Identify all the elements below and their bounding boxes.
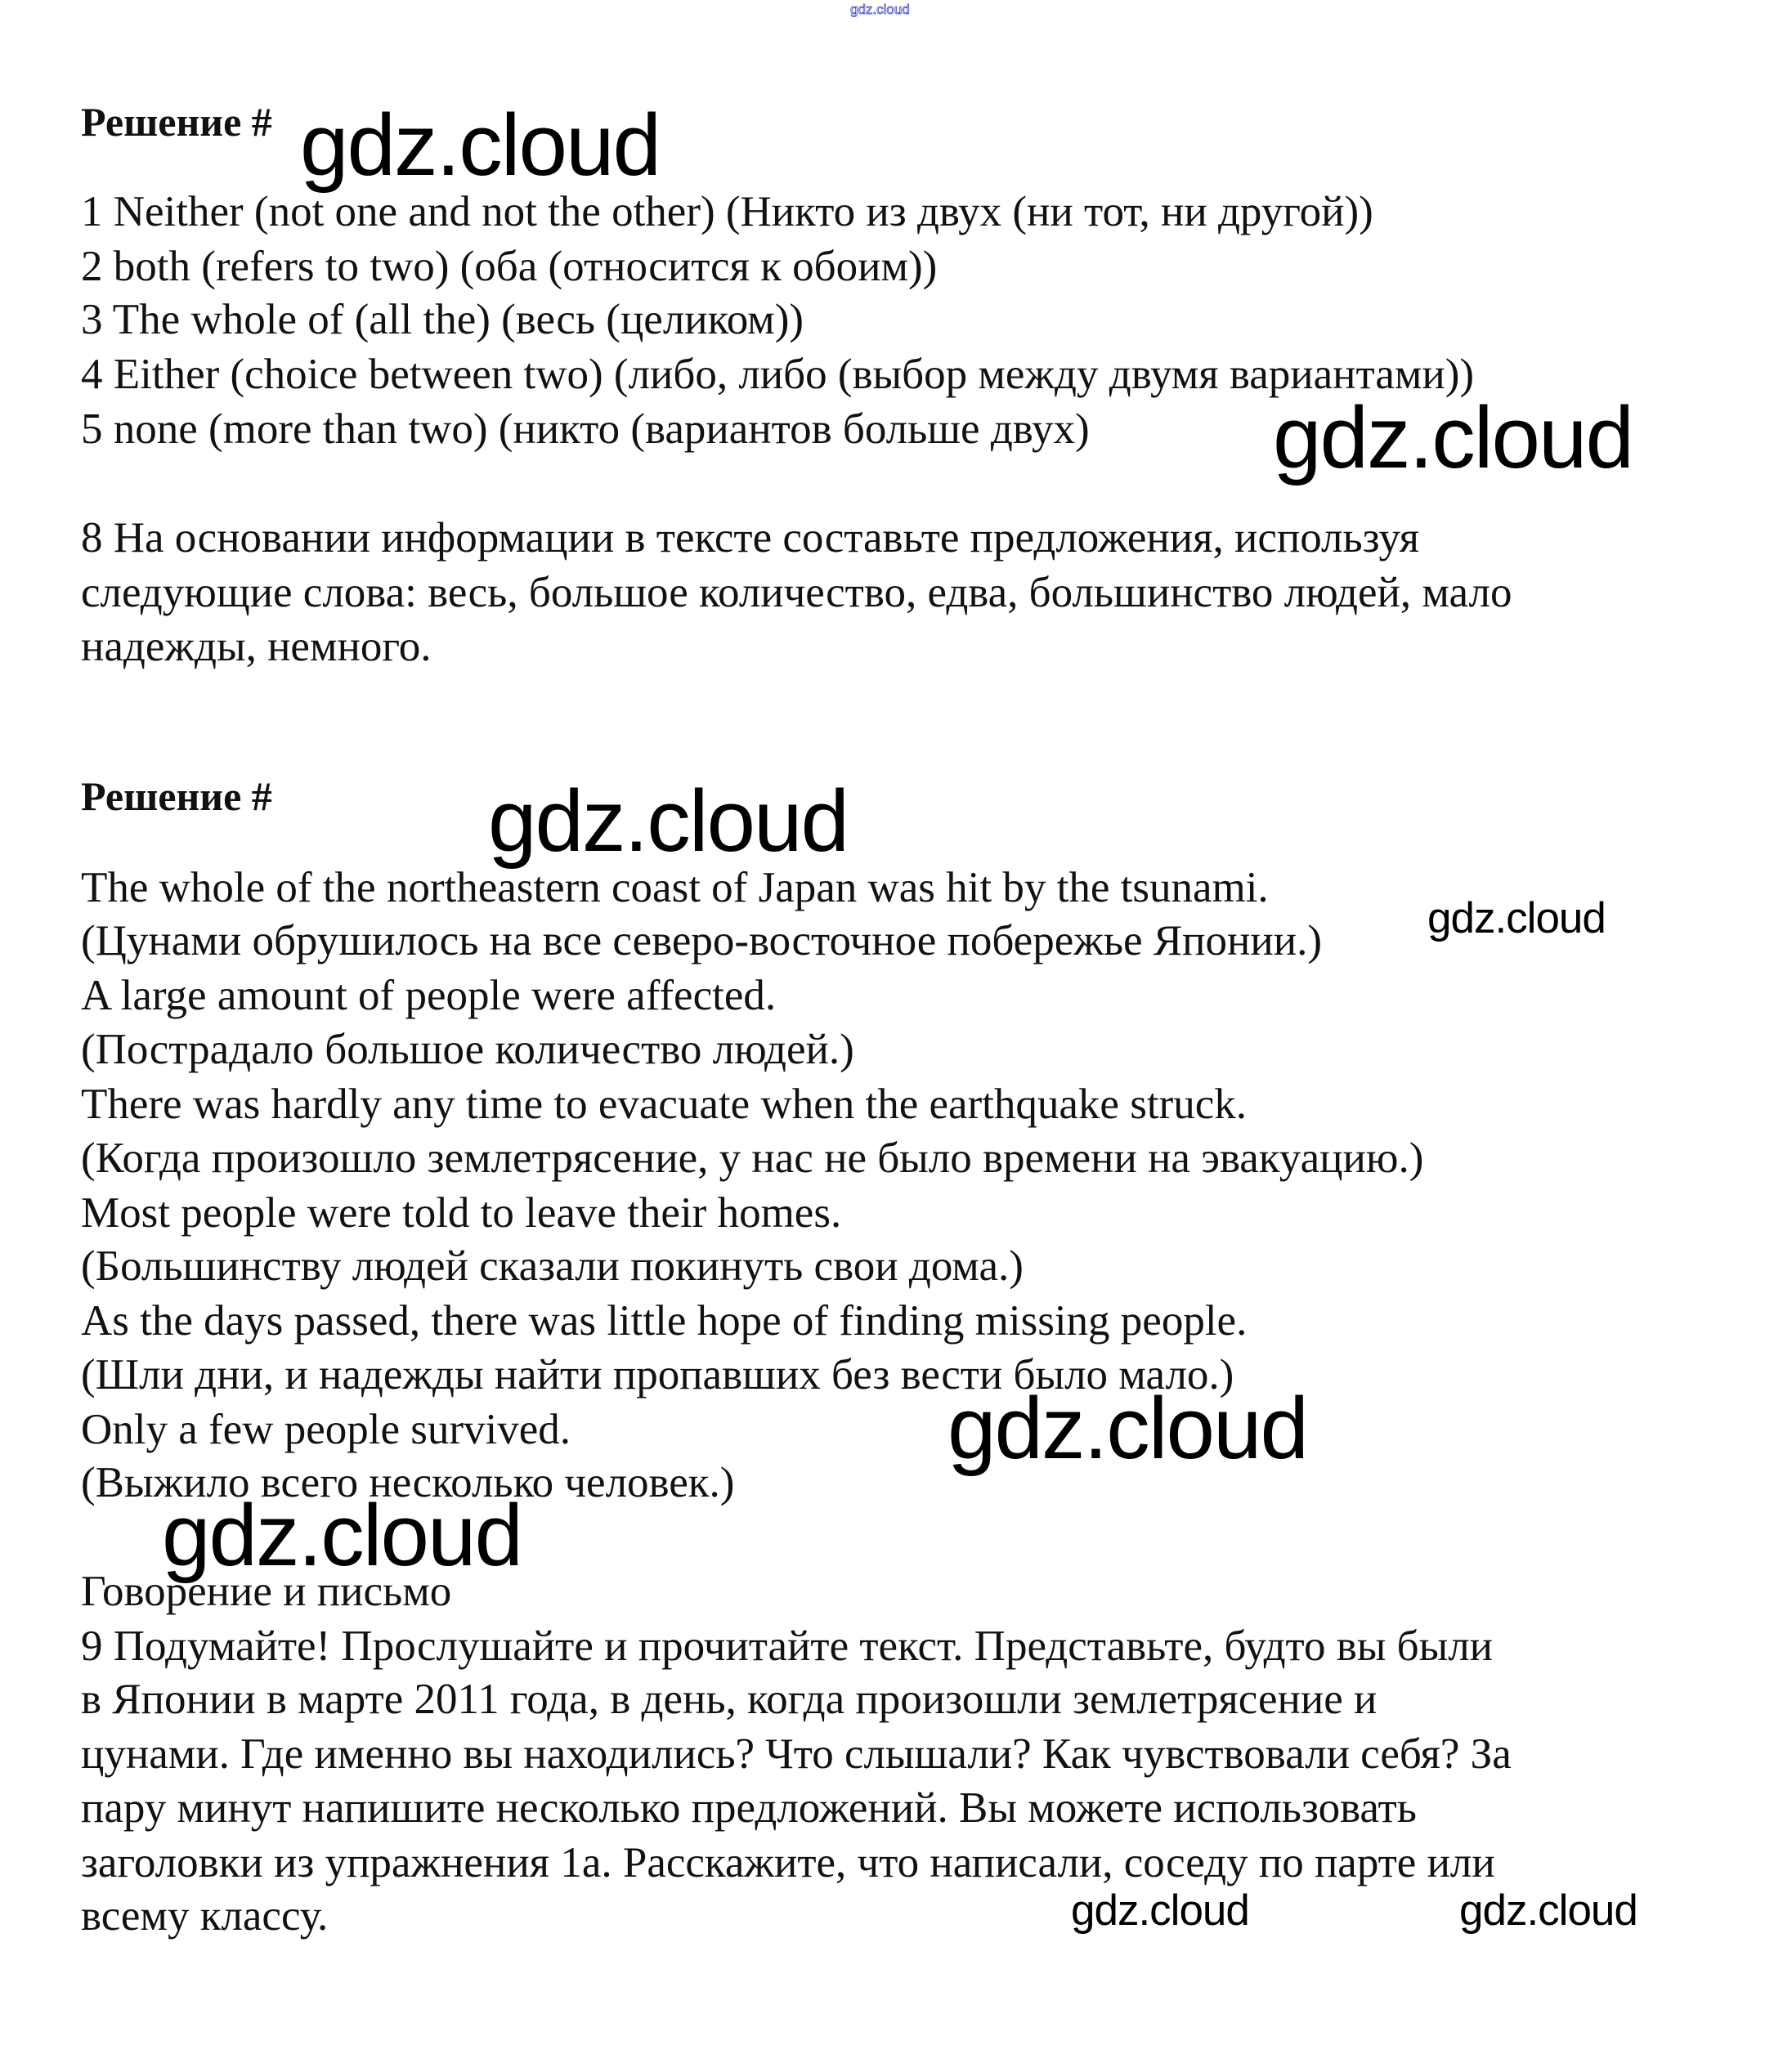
sentence-line: (Выжило всего несколько человек.)	[81, 1459, 735, 1506]
solution-heading-1: Решение #	[81, 99, 272, 145]
sentence-line: There was hardly any time to evacuate when the earthquake struck.	[81, 1081, 1247, 1128]
solution-heading-2: Решение #	[81, 773, 272, 819]
task-9-line: в Японии в марте 2011 года, в день, когда произошли землетрясение и	[81, 1676, 1378, 1723]
answer-line: 4 Either (choice between two) (либо, либо (выбор между двумя вариантами))	[81, 351, 1475, 398]
task-9-line: цунами. Где именно вы находились? Что слышали? Как чувствовали себя? За	[81, 1730, 1512, 1778]
section-title: Говорение и письмо	[81, 1568, 452, 1615]
watermark: gdz.cloud	[947, 1379, 1308, 1477]
task-9-line: всему классу.	[81, 1892, 329, 1940]
sentence-line: Only a few people survived.	[81, 1406, 571, 1453]
task-9-line: заголовки из упражнения 1а. Расскажите, что написали, соседу по парте или	[81, 1839, 1495, 1886]
watermark: gdz.cloud	[1427, 894, 1606, 942]
answer-line: 5 none (more than two) (никто (вариантов больше двух)	[81, 405, 1090, 453]
watermark: gdz.cloud	[1273, 388, 1633, 486]
sentence-line: (Пострадало большое количество людей.)	[81, 1026, 854, 1073]
sentence-line: (Цунами обрушилось на все северо-восточное побережье Японии.)	[81, 917, 1322, 964]
sentence-line: (Когда произошло землетрясение, у нас не было времени на эвакуацию.)	[81, 1134, 1424, 1182]
task-8-line: 8 На основании информации в тексте составьте предложения, используя	[81, 514, 1420, 562]
watermark: gdz.cloud	[488, 772, 849, 870]
sentence-line: (Большинству людей сказали покинуть свои дома.)	[81, 1242, 1024, 1290]
task-8-line: надежды, немного.	[81, 623, 432, 670]
sentence-line: As the days passed, there was little hope of finding missing people.	[81, 1297, 1248, 1345]
watermark: gdz.cloud	[300, 96, 661, 194]
sentence-line: (Шли дни, и надежды найти пропавших без вести было мало.)	[81, 1351, 1234, 1398]
sentence-line: A large amount of people were affected.	[81, 972, 777, 1019]
sentence-line: The whole of the northeastern coast of Japan was hit by the tsunami.	[81, 864, 1269, 911]
answer-line: 1 Neither (not one and not the other) (Никто из двух (ни тот, ни другой))	[81, 188, 1373, 235]
task-9-line: 9 Подумайте! Прослушайте и прочитайте текст. Представьте, будто вы были	[81, 1622, 1494, 1670]
answer-line: 2 both (refers to two) (оба (относится к обоим))	[81, 243, 938, 290]
sentence-line: Most people were told to leave their homes.	[81, 1189, 842, 1237]
task-9-line: пару минут напишите несколько предложений. Вы можете использовать	[81, 1784, 1417, 1832]
watermark: gdz.cloud	[1071, 1886, 1249, 1935]
task-8-line: следующие слова: весь, большое количество, едва, большинство людей, мало	[81, 569, 1512, 616]
top-watermark: gdz.cloud	[850, 2, 910, 17]
watermark: gdz.cloud	[1459, 1886, 1637, 1935]
answer-line: 3 The whole of (all the) (весь (целиком))	[81, 296, 804, 343]
watermark: gdz.cloud	[162, 1486, 522, 1584]
